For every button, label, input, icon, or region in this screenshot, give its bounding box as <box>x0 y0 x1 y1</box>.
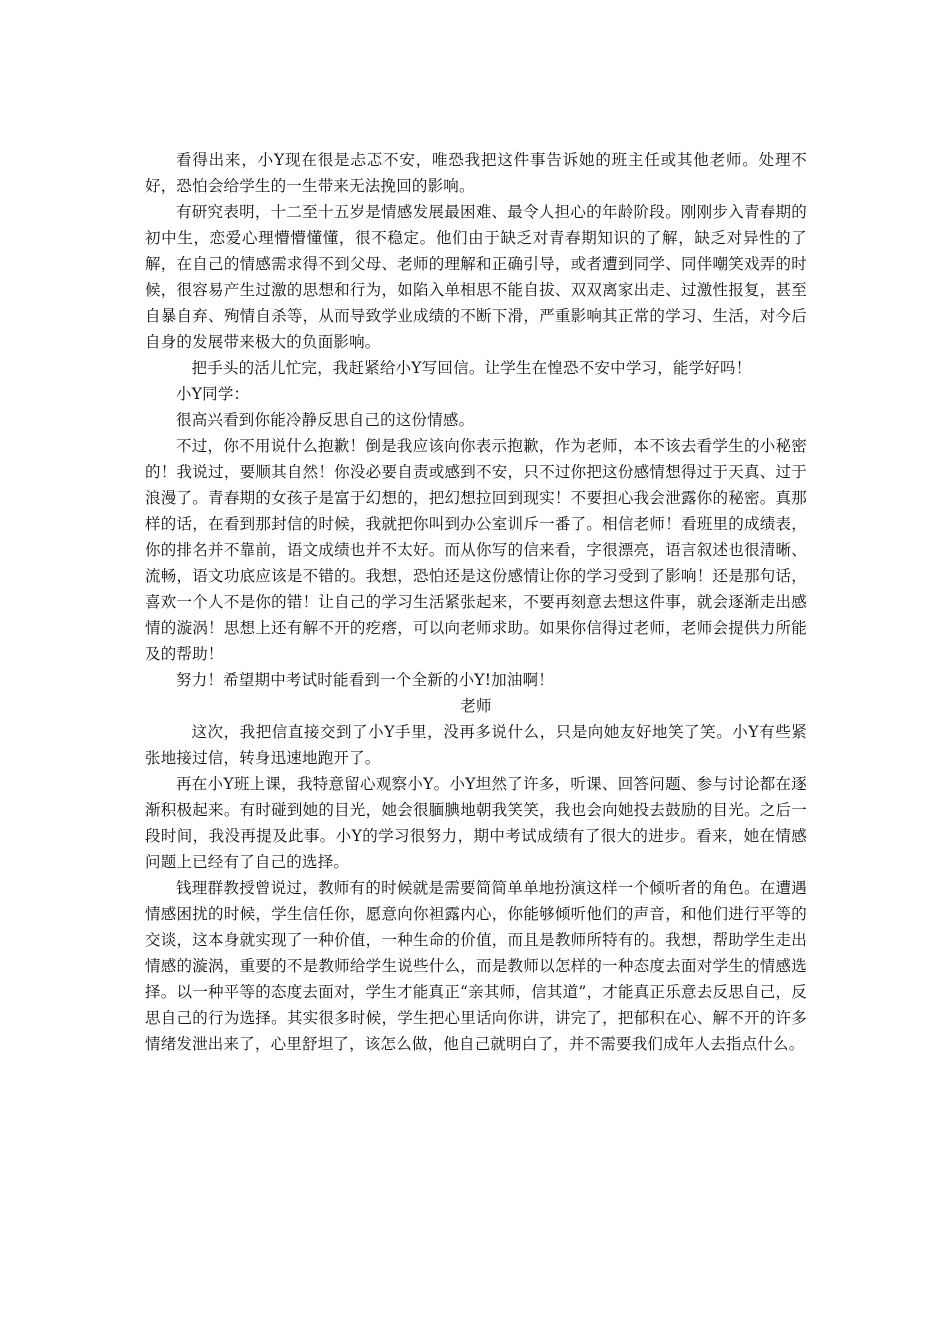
paragraph-research: 有研究表明，十二至十五岁是情感发展最困难、最令人担心的年龄阶段。刚刚步入青春期的初中生，恋爱心理懵懵懂懂，很不稳定。他们由于缺乏对青春期知识的了解，缺乏对异性的了解，在自己的情感需求得不到父母、老师的理解和正确引导，或者遭到同学、同伴嘲笑戏弄的时候，很容易产生过激的思想和行为，如陷入单相思不能自拔、双双离家出走、过激性报复，甚至自暴自弃、殉情自杀等，从而导致学业成绩的不断下滑，严重影响其正常的学习、生活，对今后自身的发展带来极大的负面影响。 <box>145 203 807 351</box>
letter-salutation: 小Y同学： <box>176 385 250 403</box>
letter-opening: 很高兴看到你能冷静反思自己的这份情感。 <box>176 411 475 429</box>
paragraph-hand-letter: 这次，我把信直接交到了小Y手里，没再多说什么，只是向她友好地笑了笑。小Y有些紧张地接过信，转身迅速地跑开了。 <box>145 723 807 767</box>
paragraph-conclusion: 钱理群教授曾说过，教师有的时候就是需要简简单单地扮演这样一个倾听者的角色。在遭遇情感困扰的时候，学生信任你，愿意向你袒露内心，你能够倾听他们的声音，和他们进行平等的交谈，这本身就实现了一种价值，一种生命的价值，而且是教师所特有的。我想，帮助学生走出情感的漩涡，重要的不是教师给学生说些什么，而是教师以怎样的一种态度去面对学生的情感选择。以一种平等的态度去面对，学生才能真正“亲其师，信其道”，才能真正乐意去反思自己，反思自己的行为选择。其实很多时候，学生把心里话向你讲，讲完了，把郁积在心、解不开的许多情绪发泄出来了，心里舒坦了，该怎么做，他自己就明白了，并不需要我们成年人去指点什么。 <box>145 879 807 1053</box>
document-page <box>145 147 807 1057</box>
paragraph-worry: 看得出来，小Y现在很是忐忑不安，唯恐我把这件事告诉她的班主任或其他老师。处理不好，恐怕会给学生的一生带来无法挽回的影响。 <box>145 151 807 195</box>
letter-body: 不过，你不用说什么抱歉！倒是我应该向你表示抱歉，作为老师，本不该去看学生的小秘密的！我说过，要顺其自然！你没必要自责或感到不安，只不过你把这份感情想得过于天真、过于浪漫了。青春期的女孩子是富于幻想的，把幻想拉回到现实！不要担心我会泄露你的秘密。真那样的话，在看到那封信的时候，我就把你叫到办公室训斥一番了。相信老师！看班里的成绩表，你的排名并不靠前，语文成绩也并不太好。而从你写的信来看，字很漂亮，语言叙述也很清晰、流畅，语文功底应该是不错的。我想，恐怕还是这份感情让你的学习受到了影响！还是那句话，喜欢一个人不是你的错！让自己的学习生活紧张起来，不要再刻意去想这件事，就会逐渐走出感情的漩涡！思想上还有解不开的疙瘩，可以向老师求助。如果你信得过老师，老师会提供力所能及的帮助！ <box>145 437 807 663</box>
paragraph-reply-intro: 把手头的活儿忙完，我赶紧给小Y写回信。让学生在惶恐不安中学习，能学好吗！ <box>191 359 752 377</box>
paragraph-observation: 再在小Y班上课，我特意留心观察小Y。小Y坦然了许多，听课、回答问题、参与讨论都在逐渐积极起来。有时碰到她的目光，她会很腼腆地朝我笑笑，我也会向她投去鼓励的目光。之后一段时间，我没再提及此事。小Y的学习很努力，期中考试成绩有了很大的进步。看来，她在情感问题上已经有了自己的选择。 <box>145 775 807 871</box>
letter-signature: 老师 <box>460 697 492 715</box>
letter-closing: 努力！希望期中考试时能看到一个全新的小Y!加油啊！ <box>176 671 554 689</box>
